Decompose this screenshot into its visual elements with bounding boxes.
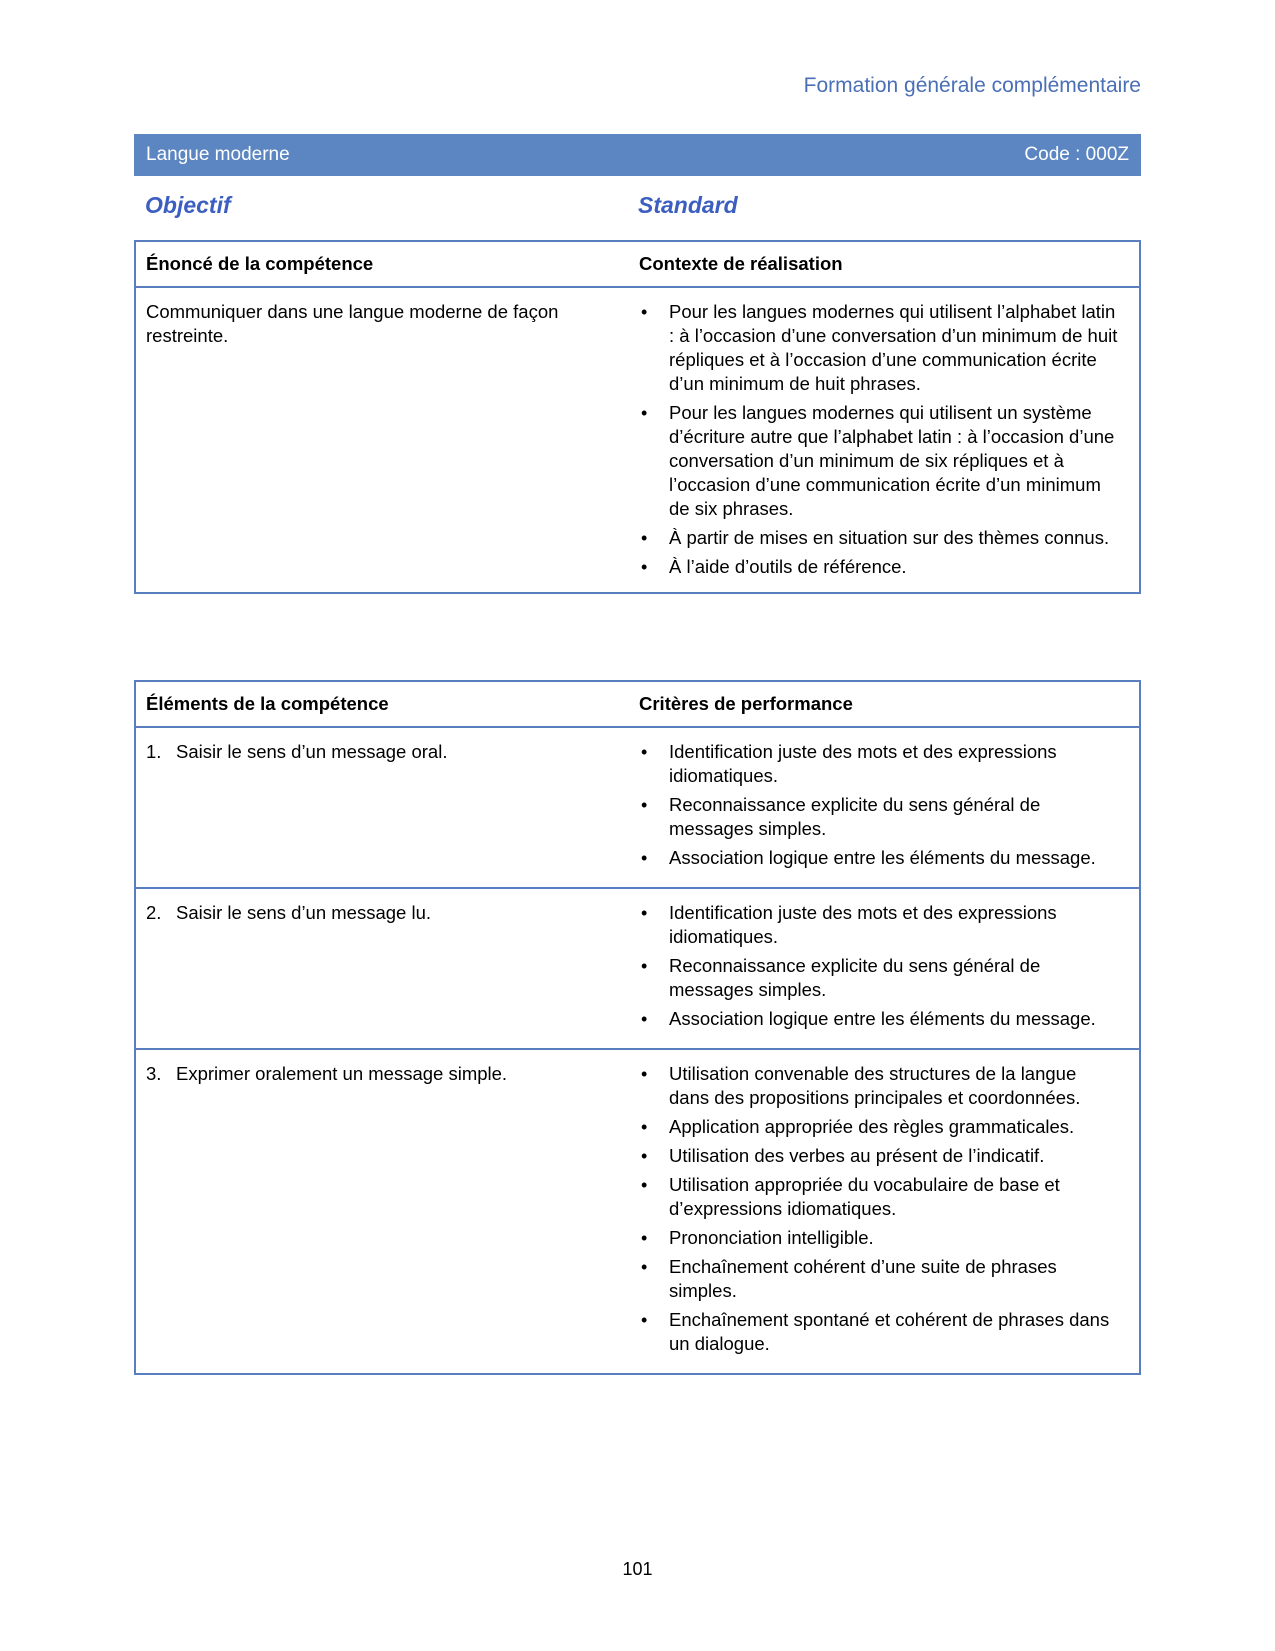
context-list [639,300,1137,579]
criterion: • Application appropriée des règles grammaticales. [639,1115,1137,1139]
subject-title: Langue moderne [146,144,290,165]
element-text: Saisir le sens d’un message lu. [176,902,432,923]
criterion: • Reconnaissance explicite du sens général de messages simples. [639,793,1137,841]
context-item: • Pour les langues modernes qui utilisent un système d’écriture autre que l’alphabet latin : à l’occasion d’une conversation d’un minimum de six répliques et à l’occasion d’une communication écrite d’un minimum de six phrases. [639,401,1137,521]
criteria-list [639,1062,1137,1356]
criteria-list [639,740,1137,870]
criterion: • Utilisation convenable des structures de la langue dans des propositions principales et coordonnées. [639,1062,1137,1110]
competency-table-header [136,242,1139,288]
competency-statement: Communiquer dans une langue moderne de façon restreinte. [146,301,559,346]
element-text: Exprimer oralement un message simple. [176,1063,508,1084]
criterion: • Reconnaissance explicite du sens général de messages simples. [639,954,1137,1002]
criterion: • Utilisation appropriée du vocabulaire de base et d’expressions idiomatiques. [639,1173,1137,1221]
element-row-2 [136,889,1139,1050]
criterion: • Utilisation des verbes au présent de l’indicatif. [639,1144,1137,1168]
element-row-3 [136,1050,1139,1373]
page-number: 101 [622,1559,653,1579]
objective-heading: Objectif [145,192,231,218]
criterion: • Enchaînement cohérent d’une suite de phrases simples. [639,1255,1137,1303]
criterion: • Association logique entre les éléments du message. [639,1007,1137,1031]
running-header: Formation générale complémentaire [803,74,1141,97]
standard-heading: Standard [638,192,738,218]
criterion: • Enchaînement spontané et cohérent de phrases dans un dialogue. [639,1308,1137,1356]
statement-column-header: Énoncé de la compétence [146,253,374,274]
section-headings [145,192,1140,222]
criterion: • Prononciation intelligible. [639,1226,1137,1250]
elements-table [134,680,1141,1375]
subject-code: Code : 000Z [1024,144,1129,165]
criteria-column-header: Critères de performance [639,693,853,714]
element-text: Saisir le sens d’un message oral. [176,741,448,762]
subject-banner [134,134,1141,176]
context-item: • Pour les langues modernes qui utilisent l’alphabet latin : à l’occasion d’une conversation d’un minimum de huit répliques et à l’occasion d’une communication écrite d’un minimum de huit phrases. [639,300,1137,396]
element-row-1 [136,728,1139,889]
criterion: • Identification juste des mots et des expressions idiomatiques. [639,901,1137,949]
element-number: 2. [146,902,162,923]
criteria-list [639,901,1137,1031]
competency-table [134,240,1141,594]
element-number: 3. [146,1063,162,1084]
elements-table-header [136,682,1139,728]
element-number: 1. [146,741,162,762]
criterion: • Association logique entre les éléments du message. [639,846,1137,870]
elements-column-header: Éléments de la compétence [146,693,389,714]
context-item: • À partir de mises en situation sur des thèmes connus. [639,526,1137,550]
context-column-header: Contexte de réalisation [639,253,843,274]
competency-row [136,288,1139,592]
context-item: • À l’aide d’outils de référence. [639,555,1137,579]
criterion: • Identification juste des mots et des expressions idiomatiques. [639,740,1137,788]
